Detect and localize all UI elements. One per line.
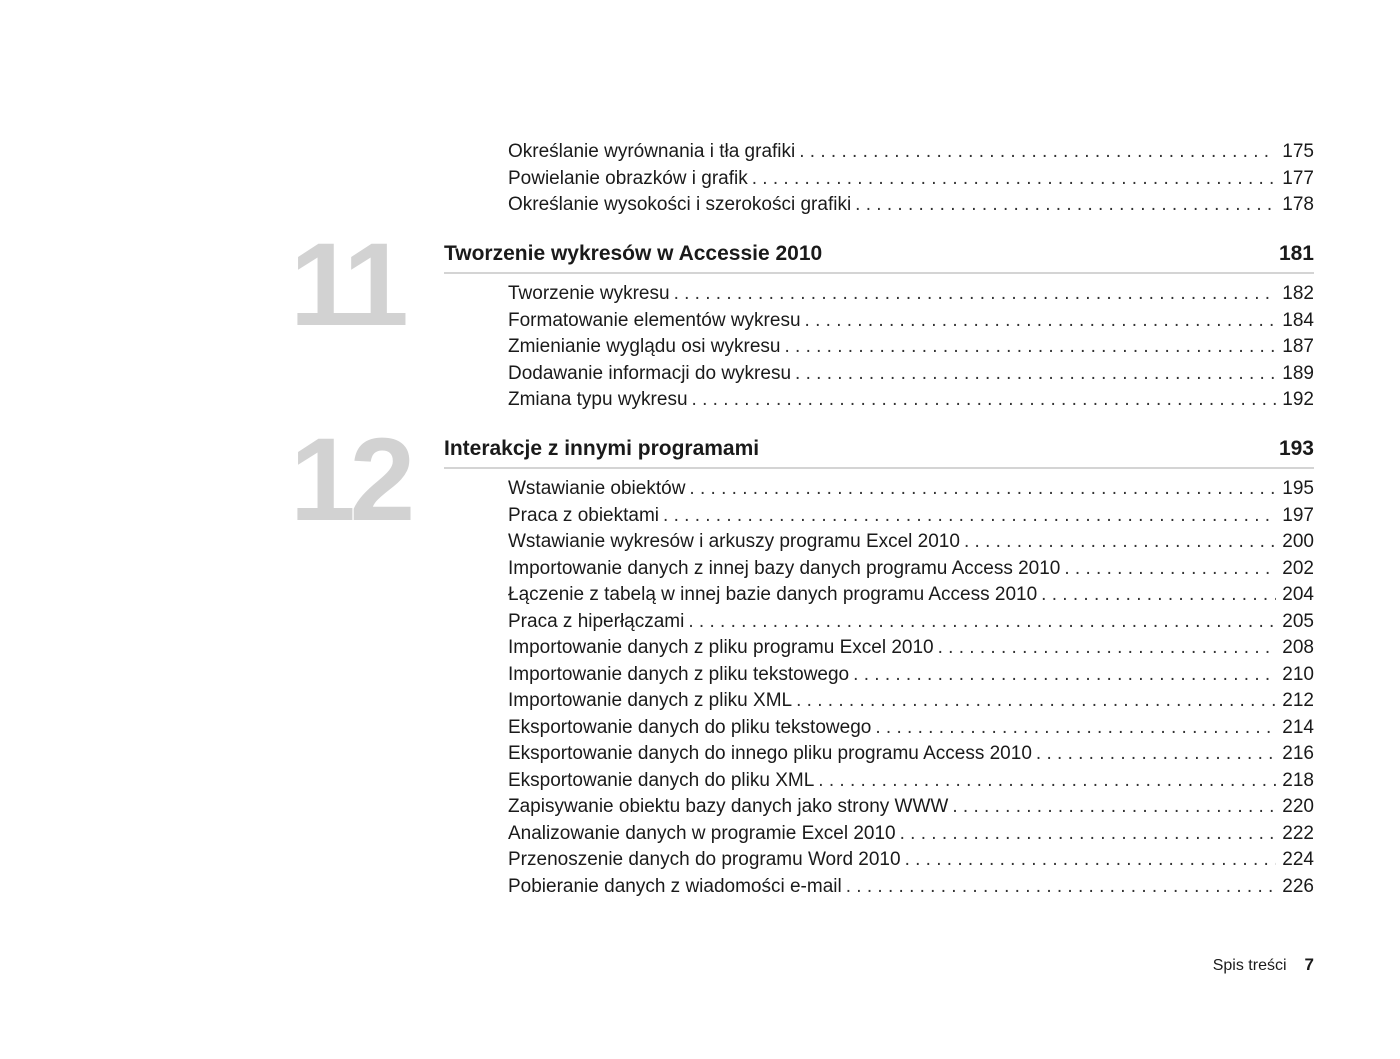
dot-leader (875, 715, 1276, 742)
toc-entry-page: 208 (1282, 637, 1314, 658)
toc-entry (508, 503, 1314, 530)
chapter-page: 181 (1278, 242, 1314, 265)
toc-entry (508, 529, 1314, 556)
dot-leader (964, 529, 1276, 556)
toc-entry-page: 214 (1282, 716, 1314, 738)
running-footer-label: Spis treści (1212, 957, 1287, 974)
dot-leader (796, 688, 1276, 715)
dot-leader (818, 768, 1276, 795)
chapter-heading (444, 240, 1314, 274)
toc-entry-page: 222 (1282, 822, 1314, 844)
chapter-page: 193 (1278, 437, 1314, 460)
toc-entry-title: Importowanie danych z pliku programu Excel 2010 (508, 637, 934, 658)
dot-leader (853, 662, 1276, 689)
toc-entry-page: 212 (1282, 690, 1314, 711)
toc-entry-page: 218 (1282, 769, 1314, 791)
toc-entry (508, 768, 1314, 795)
toc-entry (508, 715, 1314, 742)
toc-entry (508, 308, 1314, 335)
toc-entry-page: 195 (1282, 478, 1314, 499)
dot-leader (1041, 582, 1276, 609)
toc-entry-page: 205 (1282, 610, 1314, 632)
toc-entry-title: Formatowanie elementów wykresu (508, 309, 801, 331)
toc-entry (508, 476, 1314, 503)
toc-entry-title: Zmienianie wyglądu osi wykresu (508, 336, 781, 357)
dot-leader (1064, 556, 1276, 583)
toc-entry-page: 210 (1282, 663, 1314, 685)
toc-entry-title: Praca z obiektami (508, 504, 660, 526)
toc-entry-page: 184 (1282, 309, 1314, 331)
toc-entry (508, 609, 1314, 636)
toc-entry-title: Określanie wysokości i szerokości grafiki (508, 194, 852, 215)
toc-entry (508, 192, 1314, 219)
dot-leader (846, 874, 1276, 901)
toc-entry-title: Zmiana typu wykresu (508, 389, 688, 410)
toc-entry-title: Dodawanie informacji do wykresu (508, 362, 792, 384)
toc-entry (508, 556, 1314, 583)
dot-leader (1036, 741, 1276, 768)
toc-entry-title: Wstawianie wykresów i arkuszy programu Excel 2010 (508, 531, 960, 552)
toc-entry-page: 182 (1282, 283, 1314, 304)
dot-leader (692, 387, 1276, 414)
chapter-number: 11 (290, 219, 403, 351)
toc-entry (508, 334, 1314, 361)
toc-entry-page: 187 (1282, 336, 1314, 357)
toc-entry (508, 688, 1314, 715)
dot-leader (900, 821, 1276, 848)
toc-entry (508, 139, 1314, 166)
toc-entry-title: Eksportowanie danych do pliku tekstowego (508, 716, 872, 738)
dot-leader (752, 166, 1276, 193)
dot-leader (795, 361, 1276, 388)
toc-entry-title: Zapisywanie obiektu bazy danych jako strony WWW (508, 796, 949, 817)
toc-entry-page: 220 (1282, 796, 1314, 817)
dot-leader (799, 139, 1276, 166)
dot-leader (905, 847, 1276, 874)
toc-section-chapter-12 (508, 476, 1314, 900)
dot-leader (938, 635, 1276, 662)
toc-entry-title: Praca z hiperłączami (508, 610, 685, 632)
toc-entry-title: Analizowanie danych w programie Excel 2010 (508, 822, 896, 844)
toc-entry-page: 177 (1282, 167, 1314, 189)
dot-leader (688, 609, 1276, 636)
dot-leader (855, 192, 1276, 219)
toc-entry-title: Określanie wyrównania i tła grafiki (508, 141, 796, 162)
toc-entry-title: Importowanie danych z pliku tekstowego (508, 663, 850, 685)
toc-entry (508, 821, 1314, 848)
toc-entry-title: Wstawianie obiektów (508, 478, 686, 499)
toc-entry (508, 847, 1314, 874)
toc-section-chapter-11 (508, 281, 1314, 414)
toc-entry (508, 281, 1314, 308)
toc-entry-title: Importowanie danych z innej bazy danych programu Access 2010 (508, 557, 1061, 579)
chapter-title: Tworzenie wykresów w Accessie 2010 (444, 242, 823, 265)
dot-leader (784, 334, 1276, 361)
toc-entry (508, 387, 1314, 414)
toc-entry-page: 202 (1282, 557, 1314, 579)
toc-entry-title: Eksportowanie danych do innego pliku programu Access 2010 (508, 743, 1032, 764)
dot-leader (952, 794, 1276, 821)
dot-leader (689, 476, 1276, 503)
toc-entry (508, 361, 1314, 388)
toc-entry-page: 216 (1282, 743, 1314, 764)
toc-entry-title: Łączenie z tabelą w innej bazie danych programu Access 2010 (508, 584, 1038, 605)
chapter-heading (444, 435, 1314, 469)
toc-section-continued (508, 139, 1314, 219)
toc-entry-title: Pobieranie danych z wiadomości e-mail (508, 875, 842, 897)
toc-entry (508, 662, 1314, 689)
dot-leader (674, 281, 1276, 308)
toc-entry-page: 192 (1282, 389, 1314, 410)
chapter-title: Interakcje z innymi programami (444, 437, 760, 460)
toc-entry (508, 166, 1314, 193)
toc-entry (508, 741, 1314, 768)
toc-entry-title: Eksportowanie danych do pliku XML (508, 769, 815, 791)
dot-leader (805, 308, 1276, 335)
toc-entry-page: 197 (1282, 504, 1314, 526)
dot-leader (663, 503, 1276, 530)
toc-entry-page: 200 (1282, 531, 1314, 552)
toc-entry-page: 189 (1282, 362, 1314, 384)
toc-entry-title: Przenoszenie danych do programu Word 2010 (508, 849, 901, 870)
chapter-number: 12 (290, 414, 410, 546)
toc-entry-title: Tworzenie wykresu (508, 283, 670, 304)
toc-entry-page: 226 (1282, 875, 1314, 897)
toc-entry-page: 204 (1282, 584, 1314, 605)
toc-entry (508, 794, 1314, 821)
page-number: 7 (1304, 955, 1314, 974)
toc-entry-title: Importowanie danych z pliku XML (508, 690, 793, 711)
toc-entry-page: 178 (1282, 194, 1314, 215)
toc-entry (508, 635, 1314, 662)
toc-entry (508, 874, 1314, 901)
toc-entry-page: 224 (1282, 849, 1314, 870)
page-footer (1213, 955, 1314, 975)
toc-entry (508, 582, 1314, 609)
toc-entry-page: 175 (1282, 141, 1314, 162)
toc-entry-title: Powielanie obrazków i grafik (508, 167, 748, 189)
